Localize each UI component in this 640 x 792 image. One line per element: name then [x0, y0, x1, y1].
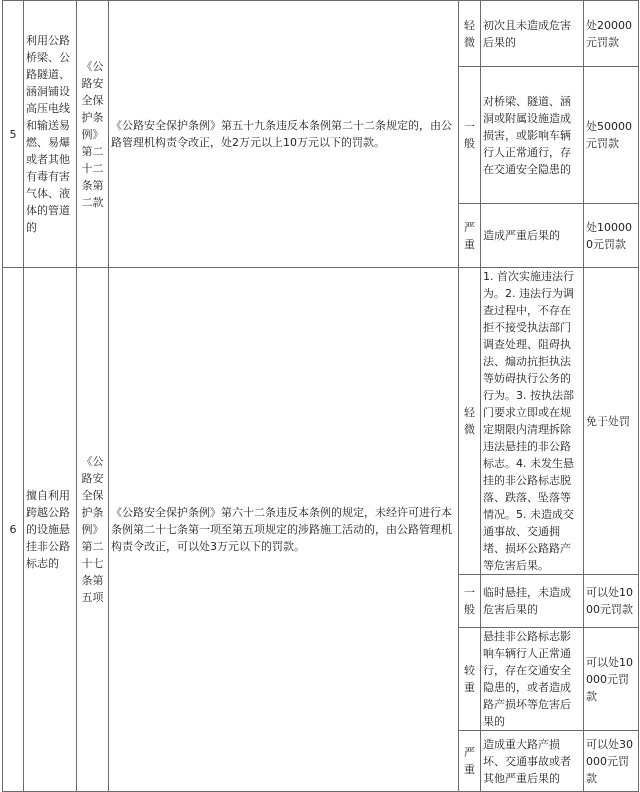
penalty-standards-table [2, 0, 639, 792]
row-number: 6 [3, 268, 24, 792]
penalty-amount: 处20000元罚款 [584, 1, 639, 67]
penalty-amount: 可以处10000元罚款 [584, 628, 639, 731]
legal-basis: 《公路安全保护条例》第二十二条第二款 [77, 1, 109, 268]
severity-condition: 悬挂非公路标志影响车辆行人正常通行，存在交通安全隐患的，或者造成路产损坏等危害后果的 [481, 628, 584, 731]
penalty-amount: 处50000元罚款 [584, 67, 639, 204]
penalty-amount: 免于处罚 [584, 268, 639, 575]
severity-condition: 造成严重后果的 [481, 204, 584, 268]
severity-condition: 造成重大路产损坏、交通事故或者其他严重后果的 [481, 731, 584, 792]
row-number: 5 [3, 1, 24, 268]
severity-level: 轻微 [459, 1, 481, 67]
severity-level: 严重 [459, 204, 481, 268]
severity-condition: 临时悬挂，未造成危害后果的 [481, 575, 584, 628]
penalty-provision: 《公路安全保护条例》第六十二条违反本条例的规定，未经许可进行本条例第二十七条第一项至第五项规定的涉路施工活动的，由公路管理机构责令改正，可以处3万元以下的罚款。 [109, 268, 459, 792]
severity-level: 轻微 [459, 268, 481, 575]
severity-level: 严重 [459, 731, 481, 792]
table-row [3, 1, 639, 67]
severity-condition: 对桥梁、隧道、涵洞或附属设施造成损害，或影响车辆行人正常通行，存在交通安全隐患的 [481, 67, 584, 204]
penalty-provision: 《公路安全保护条例》第五十九条违反本条例第二十二条规定的，由公路管理机构责令改正，处2万元以上10万元以下的罚款。 [109, 1, 459, 268]
table-row [3, 268, 639, 575]
violation-item: 利用公路桥梁、公路隧道、涵洞铺设高压电线和输送易燃、易爆或者其他有毒有害气体、液体的管道的 [24, 1, 77, 268]
violation-item: 擅自利用跨越公路的设施悬挂非公路标志的 [24, 268, 77, 792]
penalty-amount: 可以处1000元罚款 [584, 575, 639, 628]
severity-condition: 初次且未造成危害后果的 [481, 1, 584, 67]
severity-level: 一般 [459, 67, 481, 204]
legal-basis: 《公路安全保护条例》第二十七条第五项 [77, 268, 109, 792]
severity-level: 较重 [459, 628, 481, 731]
penalty-amount: 可以处30000元罚款 [584, 731, 639, 792]
severity-condition: 1. 首次实施违法行为。2. 违法行为调查过程中，不存在拒不接受执法部门调查处理、阻碍执法、煽动抗拒执法等妨碍执行公务的行为。3. 按执法部门要求立即或在规定期限内清理拆除违法悬挂的非公路标志。4. 未发生悬挂的非公路标志脱落、跌落、坠落等情况。5. 未造成交通事故、交通拥堵、损坏公路路产等危害后果。 [481, 268, 584, 575]
severity-level: 一般 [459, 575, 481, 628]
penalty-amount: 处100000元罚款 [584, 204, 639, 268]
